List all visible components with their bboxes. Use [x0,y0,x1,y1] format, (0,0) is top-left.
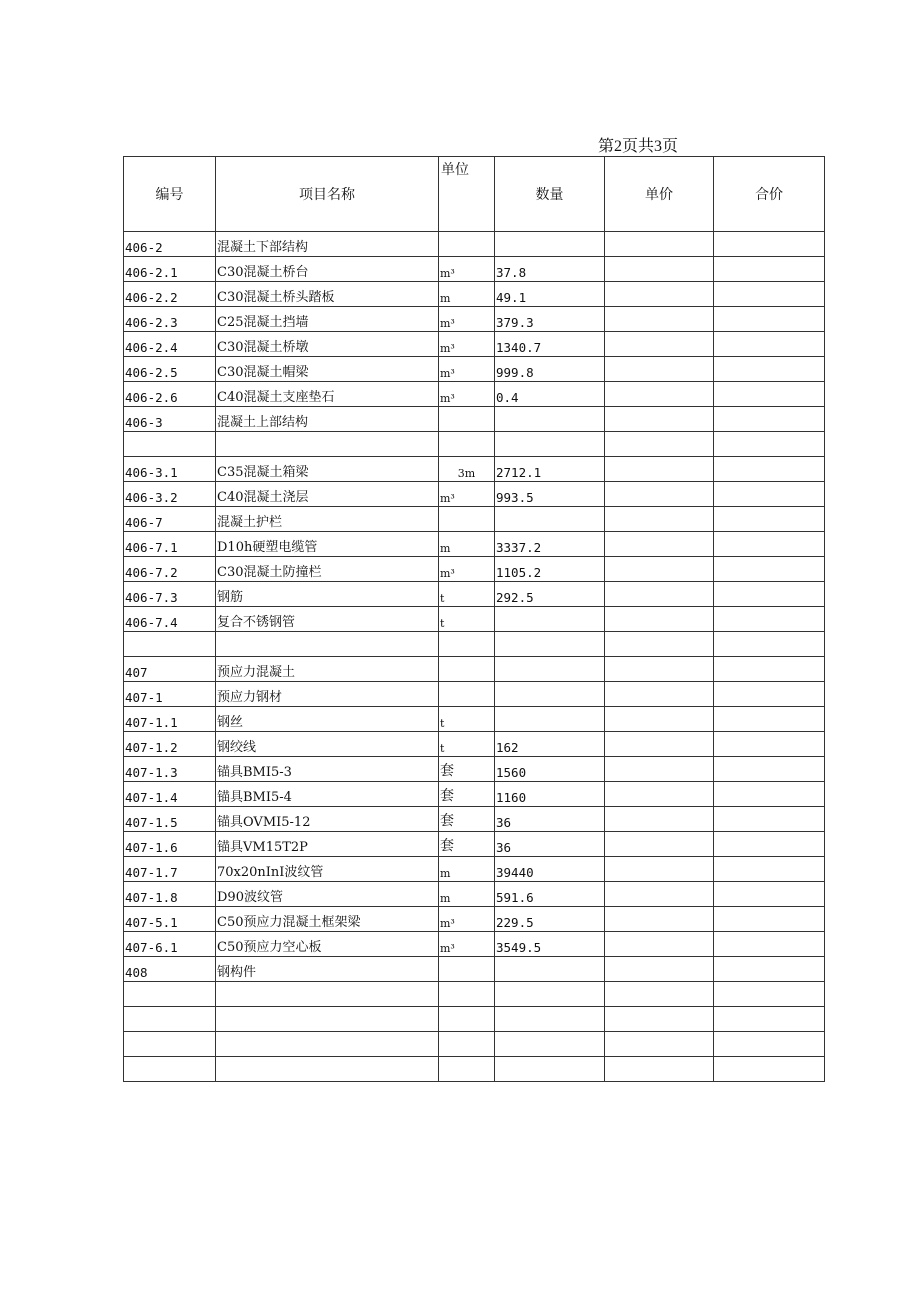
row-qty: 0.4 [495,382,605,407]
row-qty [495,1032,605,1057]
row-total [714,582,825,607]
table-row [124,257,825,282]
header-qty: 数量 [495,157,605,232]
row-name: C30混凝土帽梁 [216,357,439,382]
row-total [714,932,825,957]
row-code: 407-1.3 [124,757,216,782]
row-unit [439,407,495,432]
row-price [605,757,714,782]
row-qty: 229.5 [495,907,605,932]
row-unit: m³ [439,357,495,382]
row-total [714,657,825,682]
row-unit: m³ [439,382,495,407]
header-unit: 单位 [439,157,495,232]
row-qty [495,432,605,457]
row-total [714,1057,825,1082]
row-total [714,957,825,982]
row-total [714,732,825,757]
row-unit: m³ [439,907,495,932]
row-price [605,807,714,832]
row-qty [495,982,605,1007]
row-price [605,732,714,757]
row-total [714,782,825,807]
row-code: 407-1.5 [124,807,216,832]
table-row [124,432,825,457]
row-name [216,1007,439,1032]
row-qty: 49.1 [495,282,605,307]
table-row [124,757,825,782]
table-row [124,307,825,332]
row-qty [495,232,605,257]
table-row [124,1007,825,1032]
row-name: C30混凝土桥头踏板 [216,282,439,307]
row-price [605,382,714,407]
table-row [124,682,825,707]
row-code [124,632,216,657]
row-name [216,982,439,1007]
table-row [124,582,825,607]
row-name: 混凝土上部结构 [216,407,439,432]
row-unit [439,957,495,982]
row-name: 锚具VM15T2P [216,832,439,857]
row-name: C30混凝土桥墩 [216,332,439,357]
table-row [124,732,825,757]
row-unit: 套 [439,832,495,857]
table-row [124,1032,825,1057]
row-total [714,457,825,482]
table-row [124,457,825,482]
row-price [605,707,714,732]
table-row [124,907,825,932]
row-unit [439,1032,495,1057]
table-row [124,832,825,857]
row-code: 407-1.2 [124,732,216,757]
row-code: 407-1.8 [124,882,216,907]
row-name: C50预应力空心板 [216,932,439,957]
row-price [605,1032,714,1057]
row-unit: m³ [439,482,495,507]
row-name: 混凝土下部结构 [216,232,439,257]
row-price [605,882,714,907]
row-qty: 1340.7 [495,332,605,357]
row-unit: m³ [439,557,495,582]
row-unit [439,432,495,457]
row-code: 406-2.3 [124,307,216,332]
row-total [714,257,825,282]
row-code: 406-2.2 [124,282,216,307]
table-row [124,782,825,807]
table-row [124,507,825,532]
row-total [714,907,825,932]
row-code: 406-7.4 [124,607,216,632]
row-qty: 1160 [495,782,605,807]
row-total [714,332,825,357]
row-unit: m³ [439,332,495,357]
row-price [605,1007,714,1032]
row-price [605,557,714,582]
row-name [216,1057,439,1082]
row-code: 407-1 [124,682,216,707]
row-total [714,682,825,707]
row-total [714,707,825,732]
row-name: 钢丝 [216,707,439,732]
row-unit: 3m [439,457,495,482]
bill-of-quantities-table [123,156,825,1082]
table-row [124,482,825,507]
row-name: C40混凝土浇层 [216,482,439,507]
row-unit: m [439,882,495,907]
table-row [124,282,825,307]
row-name: C40混凝土支座垫石 [216,382,439,407]
row-total [714,807,825,832]
table-header-row [124,157,825,232]
row-price [605,357,714,382]
row-name: 复合不锈钢管 [216,607,439,632]
row-qty: 1560 [495,757,605,782]
table-row [124,807,825,832]
row-name: 钢绞线 [216,732,439,757]
row-price [605,532,714,557]
row-price [605,432,714,457]
row-code: 408 [124,957,216,982]
row-price [605,332,714,357]
row-code [124,982,216,1007]
row-name: 70x20nInI波纹管 [216,857,439,882]
table-row [124,607,825,632]
row-total [714,632,825,657]
row-price [605,932,714,957]
row-unit: t [439,607,495,632]
row-qty: 591.6 [495,882,605,907]
row-price [605,307,714,332]
row-price [605,782,714,807]
row-qty [495,407,605,432]
row-unit [439,682,495,707]
row-total [714,282,825,307]
row-name: 锚具OVMI5-12 [216,807,439,832]
row-qty: 2712.1 [495,457,605,482]
row-total [714,1032,825,1057]
row-unit: t [439,707,495,732]
row-code: 406-2.4 [124,332,216,357]
row-code: 406-7.3 [124,582,216,607]
row-code: 407-5.1 [124,907,216,932]
row-price [605,407,714,432]
row-price [605,607,714,632]
row-price [605,282,714,307]
header-code: 编号 [124,157,216,232]
row-name: C30混凝土防撞栏 [216,557,439,582]
row-name: 钢筋 [216,582,439,607]
row-total [714,507,825,532]
row-unit: 套 [439,807,495,832]
row-name: 预应力钢材 [216,682,439,707]
row-unit [439,657,495,682]
row-price [605,507,714,532]
row-unit [439,1057,495,1082]
row-code: 406-2.1 [124,257,216,282]
row-name: C25混凝土挡墙 [216,307,439,332]
row-qty: 36 [495,807,605,832]
row-total [714,232,825,257]
row-total [714,482,825,507]
row-total [714,407,825,432]
row-unit: 套 [439,782,495,807]
row-price [605,582,714,607]
row-price [605,832,714,857]
row-code: 406-7.1 [124,532,216,557]
row-price [605,232,714,257]
row-code: 407-1.7 [124,857,216,882]
table-row [124,957,825,982]
row-code: 406-7 [124,507,216,532]
table-body [124,232,825,1082]
row-total [714,607,825,632]
row-price [605,457,714,482]
row-qty: 3549.5 [495,932,605,957]
row-unit: t [439,732,495,757]
row-code: 407 [124,657,216,682]
row-price [605,682,714,707]
row-unit: t [439,582,495,607]
row-total [714,982,825,1007]
row-qty: 999.8 [495,357,605,382]
row-code: 406-3 [124,407,216,432]
row-code: 407-1.6 [124,832,216,857]
row-total [714,882,825,907]
row-price [605,482,714,507]
row-price [605,257,714,282]
table-row [124,707,825,732]
row-qty [495,657,605,682]
row-name [216,1032,439,1057]
row-total [714,432,825,457]
row-name: C50预应力混凝土框架梁 [216,907,439,932]
row-qty: 39440 [495,857,605,882]
row-qty: 993.5 [495,482,605,507]
row-total [714,832,825,857]
table-row [124,982,825,1007]
row-price [605,1057,714,1082]
row-unit: m³ [439,257,495,282]
row-total [714,382,825,407]
row-code [124,432,216,457]
table-row [124,857,825,882]
row-qty [495,682,605,707]
row-total [714,307,825,332]
row-unit: m [439,282,495,307]
row-code: 406-2 [124,232,216,257]
row-qty [495,632,605,657]
row-qty: 36 [495,832,605,857]
row-unit: 套 [439,757,495,782]
table-row [124,407,825,432]
row-price [605,632,714,657]
row-code: 406-3.2 [124,482,216,507]
row-qty [495,507,605,532]
table-row [124,632,825,657]
row-unit [439,232,495,257]
table-row [124,657,825,682]
table-row [124,532,825,557]
row-total [714,357,825,382]
row-qty [495,1007,605,1032]
table-row [124,932,825,957]
table-row [124,382,825,407]
page-number: 第2页共3页 [598,138,679,155]
row-qty: 292.5 [495,582,605,607]
row-name: D90波纹管 [216,882,439,907]
row-total [714,532,825,557]
table-row [124,332,825,357]
row-code: 407-1.1 [124,707,216,732]
row-unit: m³ [439,307,495,332]
row-total [714,857,825,882]
row-name: 混凝土护栏 [216,507,439,532]
row-code: 406-2.5 [124,357,216,382]
row-total [714,1007,825,1032]
row-code: 406-3.1 [124,457,216,482]
row-name: D10h硬塑电缆管 [216,532,439,557]
row-code [124,1007,216,1032]
row-name [216,632,439,657]
row-unit [439,982,495,1007]
header-total: 合价 [714,157,825,232]
table-row [124,557,825,582]
row-price [605,957,714,982]
row-name: C30混凝土桥台 [216,257,439,282]
row-qty: 37.8 [495,257,605,282]
row-qty [495,957,605,982]
table-row [124,357,825,382]
row-unit [439,507,495,532]
row-unit [439,632,495,657]
row-name: 钢构件 [216,957,439,982]
header-price: 单价 [605,157,714,232]
header-name: 项目名称 [216,157,439,232]
row-price [605,857,714,882]
row-qty: 3337.2 [495,532,605,557]
row-qty: 379.3 [495,307,605,332]
row-name: 预应力混凝土 [216,657,439,682]
row-price [605,657,714,682]
table-row [124,882,825,907]
row-name: 锚具BMI5-3 [216,757,439,782]
row-total [714,557,825,582]
row-unit [439,1007,495,1032]
row-price [605,907,714,932]
row-qty: 1105.2 [495,557,605,582]
row-qty [495,707,605,732]
row-name: C35混凝土箱梁 [216,457,439,482]
table-row [124,1057,825,1082]
row-name [216,432,439,457]
row-price [605,982,714,1007]
row-unit: m [439,532,495,557]
row-code [124,1032,216,1057]
row-code: 407-6.1 [124,932,216,957]
row-unit: m³ [439,932,495,957]
row-unit: m [439,857,495,882]
row-qty: 162 [495,732,605,757]
row-qty [495,607,605,632]
row-code: 407-1.4 [124,782,216,807]
row-code [124,1057,216,1082]
row-total [714,757,825,782]
row-code: 406-7.2 [124,557,216,582]
row-qty [495,1057,605,1082]
table-row [124,232,825,257]
row-name: 锚具BMI5-4 [216,782,439,807]
row-code: 406-2.6 [124,382,216,407]
